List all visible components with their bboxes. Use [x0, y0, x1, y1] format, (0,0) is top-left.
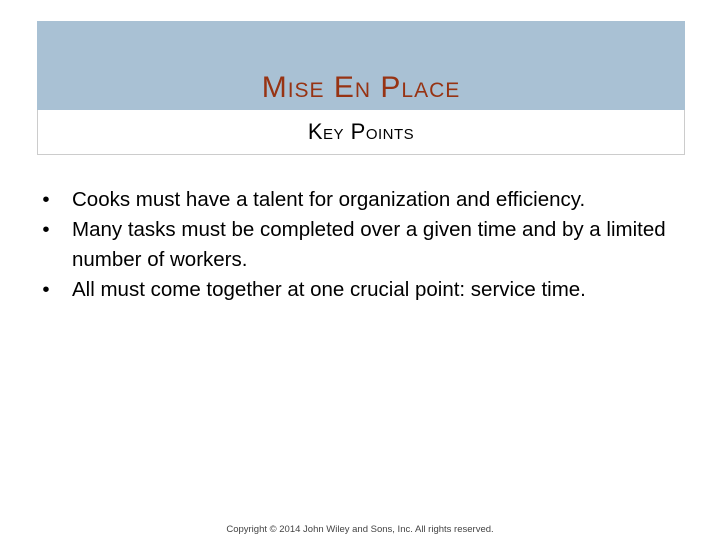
slide-title: Mise En Place	[261, 71, 461, 104]
title-band	[37, 21, 685, 111]
copyright-footer: Copyright © 2014 John Wiley and Sons, Inc. All rights reserved.	[226, 524, 494, 535]
bullet-dot-icon: •	[42, 188, 50, 211]
slide-subtitle: Key Points	[307, 119, 415, 144]
bullet-item	[36, 215, 696, 275]
bullet-list	[36, 185, 696, 305]
subtitle-box	[37, 110, 685, 155]
bullet-dot-icon: •	[42, 218, 50, 241]
bullet-item	[36, 275, 696, 305]
bullet-dot-icon: •	[42, 278, 50, 301]
bullet-text: Many tasks must be completed over a given time and by a limited number of workers.	[72, 218, 666, 271]
bullet-text: Cooks must have a talent for organization and efficiency.	[72, 188, 586, 211]
bullet-text: All must come together at one crucial point: service time.	[72, 278, 586, 301]
bullet-item	[36, 185, 696, 215]
